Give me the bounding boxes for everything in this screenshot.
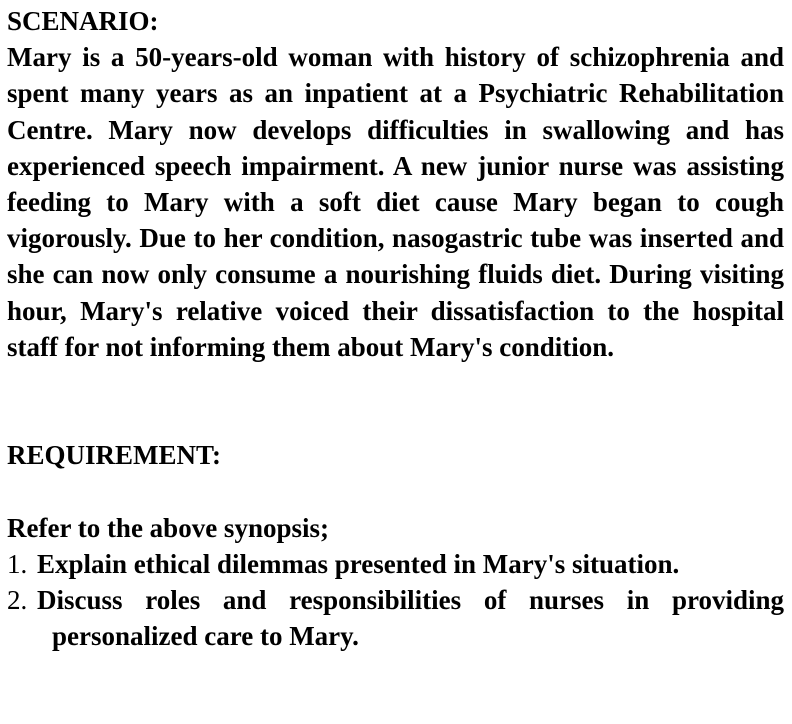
section-spacer	[7, 365, 784, 437]
question-list	[7, 546, 784, 655]
question-number: 2.	[7, 585, 28, 616]
scenario-heading: SCENARIO:	[7, 6, 159, 36]
requirement-heading: REQUIREMENT:	[7, 440, 222, 471]
heading-spacer	[7, 474, 784, 510]
scenario-text: Mary is a 50-years-old woman with history of schizophrenia and spent many years as an inpatient at a Psychiatric Rehabilitation Centre. Mary now develops difficulties in swallowing and has experienced speech impairment. A new junior nurse was assisting feeding to Mary with a soft diet cause Mary began to cough vigorously. Due to her condition, nasogastric tube was inserted and she can now only consume a nourishing fluids diet. During visiting hour, Mary's relative voiced their dissatisfaction to the hospital staff for not informing them about Mary's condition.	[7, 42, 784, 362]
document-page	[7, 3, 784, 655]
question-item-1	[7, 546, 784, 582]
scenario-section	[7, 3, 784, 365]
question-number: 1.	[7, 549, 28, 580]
question-text: Explain ethical dilemmas presented in Mary's situation.	[37, 549, 680, 580]
question-item-2	[7, 582, 784, 654]
requirement-intro: Refer to the above synopsis;	[7, 512, 329, 543]
requirement-section	[7, 437, 784, 654]
question-text: Discuss roles and responsibilities of nurses in providing personalized care to Mary.	[37, 585, 784, 652]
